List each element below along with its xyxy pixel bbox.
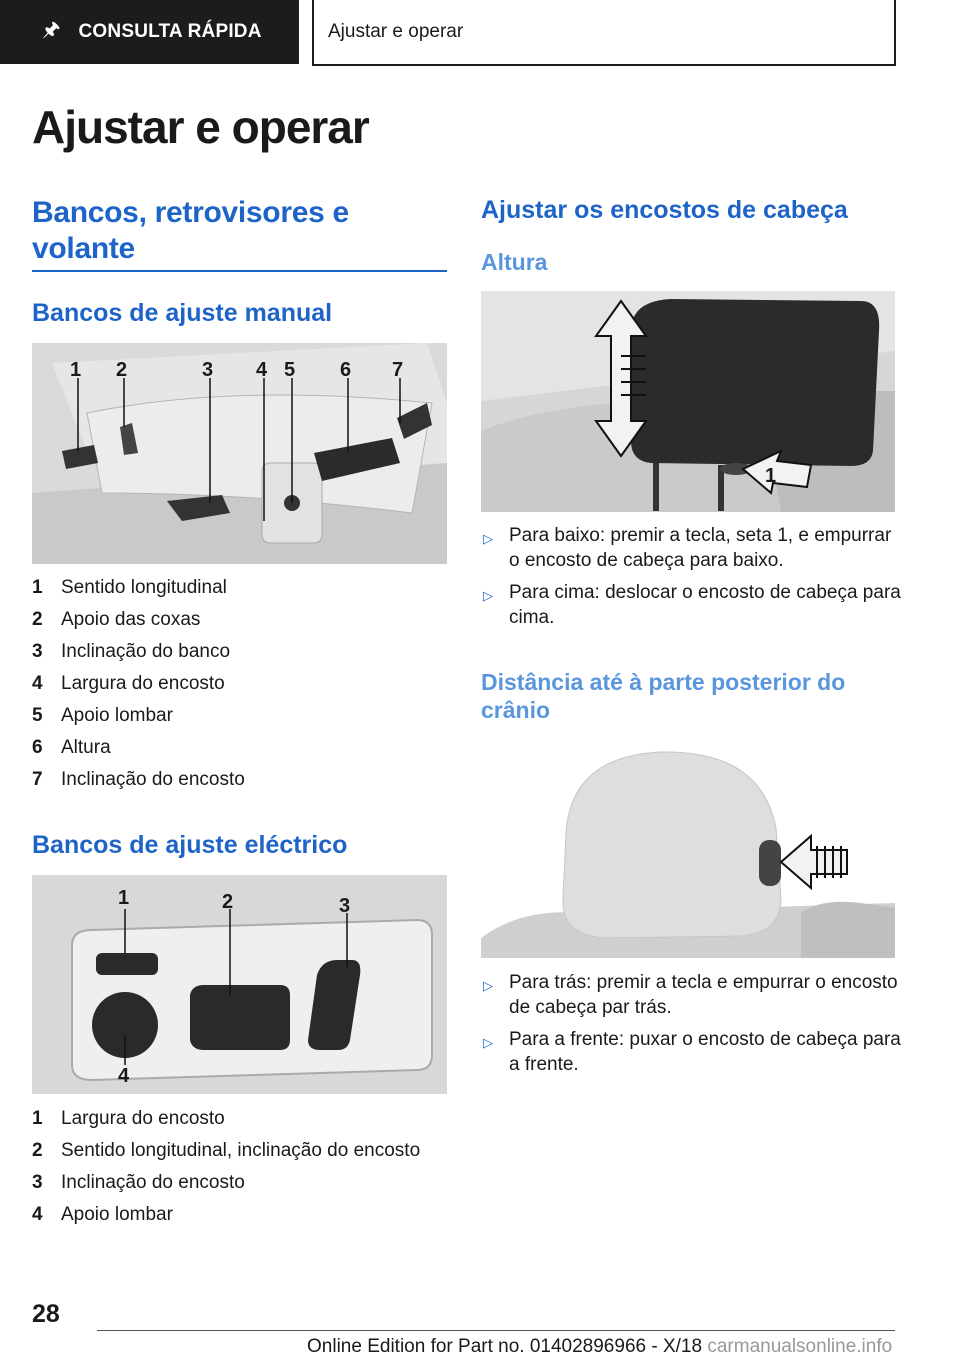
chapter-header xyxy=(312,0,896,66)
list-item: 5 Apoio lombar xyxy=(32,705,173,726)
electric-seats-heading: Bancos de ajuste eléctrico xyxy=(32,831,348,859)
headrest-distance-figure xyxy=(481,738,895,958)
list-item: 3 Inclinação do encosto xyxy=(32,1172,245,1193)
distance-instructions xyxy=(481,970,901,1084)
electric-seat-illustration xyxy=(32,875,447,1094)
list-item: 1 Sentido longitudinal xyxy=(32,577,227,598)
electric-callout-1: 1 xyxy=(118,887,130,909)
chapter-header-label: Ajustar e operar xyxy=(328,21,464,42)
page-number: 28 xyxy=(32,1300,60,1328)
height-callout-1: 1 xyxy=(765,465,777,487)
bullet-triangle-icon: ▷ xyxy=(483,1035,493,1050)
headrest-height-illustration xyxy=(481,291,895,512)
manual-callout-5: 5 xyxy=(284,359,296,381)
manual-seat-figure xyxy=(32,343,447,564)
list-item: 7 Inclinação do encosto xyxy=(32,769,245,790)
bullet-triangle-icon: ▷ xyxy=(483,531,493,546)
quick-reference-label: CONSULTA RÁPIDA xyxy=(78,21,262,42)
manual-callout-6: 6 xyxy=(340,359,352,381)
manual-seat-illustration xyxy=(32,343,447,564)
headrest-height-figure xyxy=(481,291,895,512)
list-item: 4 Largura do encosto xyxy=(32,673,225,694)
electric-seat-legend xyxy=(32,1103,420,1231)
electric-callout-3: 3 xyxy=(339,895,351,917)
watermark: carmanualsonline.info xyxy=(707,1336,893,1357)
footer-edition xyxy=(307,1336,892,1358)
list-item: 1 Largura do encosto xyxy=(32,1108,225,1129)
section-title-seats: Bancos, retrovisores e volante xyxy=(32,196,349,265)
pin-icon: 🖈 xyxy=(42,19,61,41)
footer-divider xyxy=(97,1330,895,1331)
section-divider xyxy=(32,270,447,272)
electric-callout-2: 2 xyxy=(222,891,234,913)
height-instructions xyxy=(481,523,901,637)
distance-heading: Distância até à parte posterior do crânio xyxy=(481,669,846,723)
list-item: 4 Apoio lombar xyxy=(32,1204,173,1225)
list-item: ▷ Para cima: deslocar o encosto de cabeça para cima. xyxy=(483,582,901,628)
height-heading: Altura xyxy=(481,249,548,275)
manual-callout-3: 3 xyxy=(202,359,214,381)
page-title: Ajustar e operar xyxy=(32,101,369,153)
bullet-triangle-icon: ▷ xyxy=(483,978,493,993)
list-item: ▷ Para a frente: puxar o encosto de cabeça para a frente. xyxy=(483,1029,901,1075)
quick-reference-tab[interactable] xyxy=(0,0,299,64)
manual-callout-1: 1 xyxy=(70,359,82,381)
manual-seat-legend xyxy=(32,572,245,796)
electric-seat-figure xyxy=(32,875,447,1094)
manual-seats-heading: Bancos de ajuste manual xyxy=(32,299,333,327)
headrest-distance-illustration xyxy=(481,738,895,958)
list-item: 6 Altura xyxy=(32,737,111,758)
manual-callout-4: 4 xyxy=(256,359,268,381)
list-item: 3 Inclinação do banco xyxy=(32,641,231,662)
edition-text: Online Edition for Part no. 01402896966 - X/18 xyxy=(307,1336,703,1357)
list-item: 2 Sentido longitudinal, inclinação do encosto xyxy=(32,1140,421,1161)
headrest-section-title: Ajustar os encostos de cabeça xyxy=(481,196,848,224)
bullet-triangle-icon: ▷ xyxy=(483,588,493,603)
list-item: ▷ Para baixo: premir a tecla, seta 1, e empurrar o encosto de cabeça para baixo. xyxy=(483,525,892,571)
electric-callout-4: 4 xyxy=(118,1065,130,1087)
manual-callout-7: 7 xyxy=(392,359,404,381)
manual-callout-2: 2 xyxy=(116,359,128,381)
list-item: 2 Apoio das coxas xyxy=(32,609,201,630)
list-item: ▷ Para trás: premir a tecla e empurrar o encosto de cabeça par trás. xyxy=(483,972,898,1018)
